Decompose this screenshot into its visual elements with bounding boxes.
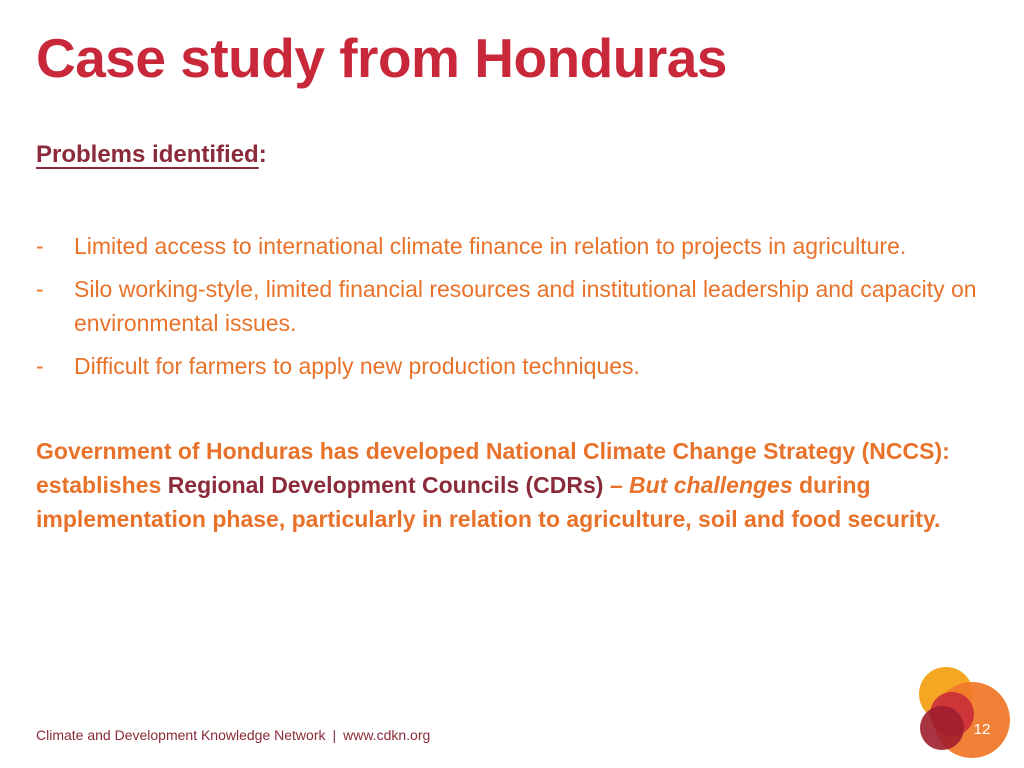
- problem-text: Limited access to international climate finance in relation to projects in agriculture.: [74, 233, 907, 259]
- challenges-emphasis: But challenges: [629, 472, 793, 498]
- problems-list: [36, 229, 1016, 392]
- cdr-highlight: Regional Development Councils (CDRs): [167, 472, 604, 498]
- page-number: 12: [973, 721, 991, 738]
- problem-item: [36, 229, 1016, 263]
- problem-text: Silo working-style, limited financial resources and institutional leadership and capacity on environmental issues.: [74, 276, 977, 336]
- summary-dash: –: [603, 472, 630, 498]
- footer-url[interactable]: www.cdkn.org: [343, 727, 431, 743]
- bullet-dash: -: [36, 276, 44, 302]
- problem-item: [36, 272, 1016, 340]
- problem-item: [36, 349, 1016, 383]
- cdkn-logo-icon: [912, 662, 1012, 762]
- logo-circle-crimson: [920, 706, 964, 750]
- problems-heading-colon: :: [258, 141, 267, 168]
- bullet-dash: -: [36, 233, 44, 259]
- footer-separator: |: [332, 727, 337, 743]
- problems-heading: [36, 141, 267, 169]
- problems-heading-label: Problems identified: [36, 141, 259, 168]
- footer: [36, 727, 430, 743]
- footer-org: Climate and Development Knowledge Network: [36, 727, 326, 743]
- bullet-dash: -: [36, 353, 44, 379]
- problem-text: Difficult for farmers to apply new production techniques.: [74, 353, 640, 379]
- summary-text: Government of Honduras has developed National Climate Change Strategy (NCCS): establishes: [36, 438, 950, 498]
- strategy-summary: [36, 434, 996, 536]
- summary-text-end: during implementation phase, particularly in relation to agriculture, soil and food security.: [36, 472, 941, 532]
- slide-title: Case study from Honduras: [36, 27, 727, 89]
